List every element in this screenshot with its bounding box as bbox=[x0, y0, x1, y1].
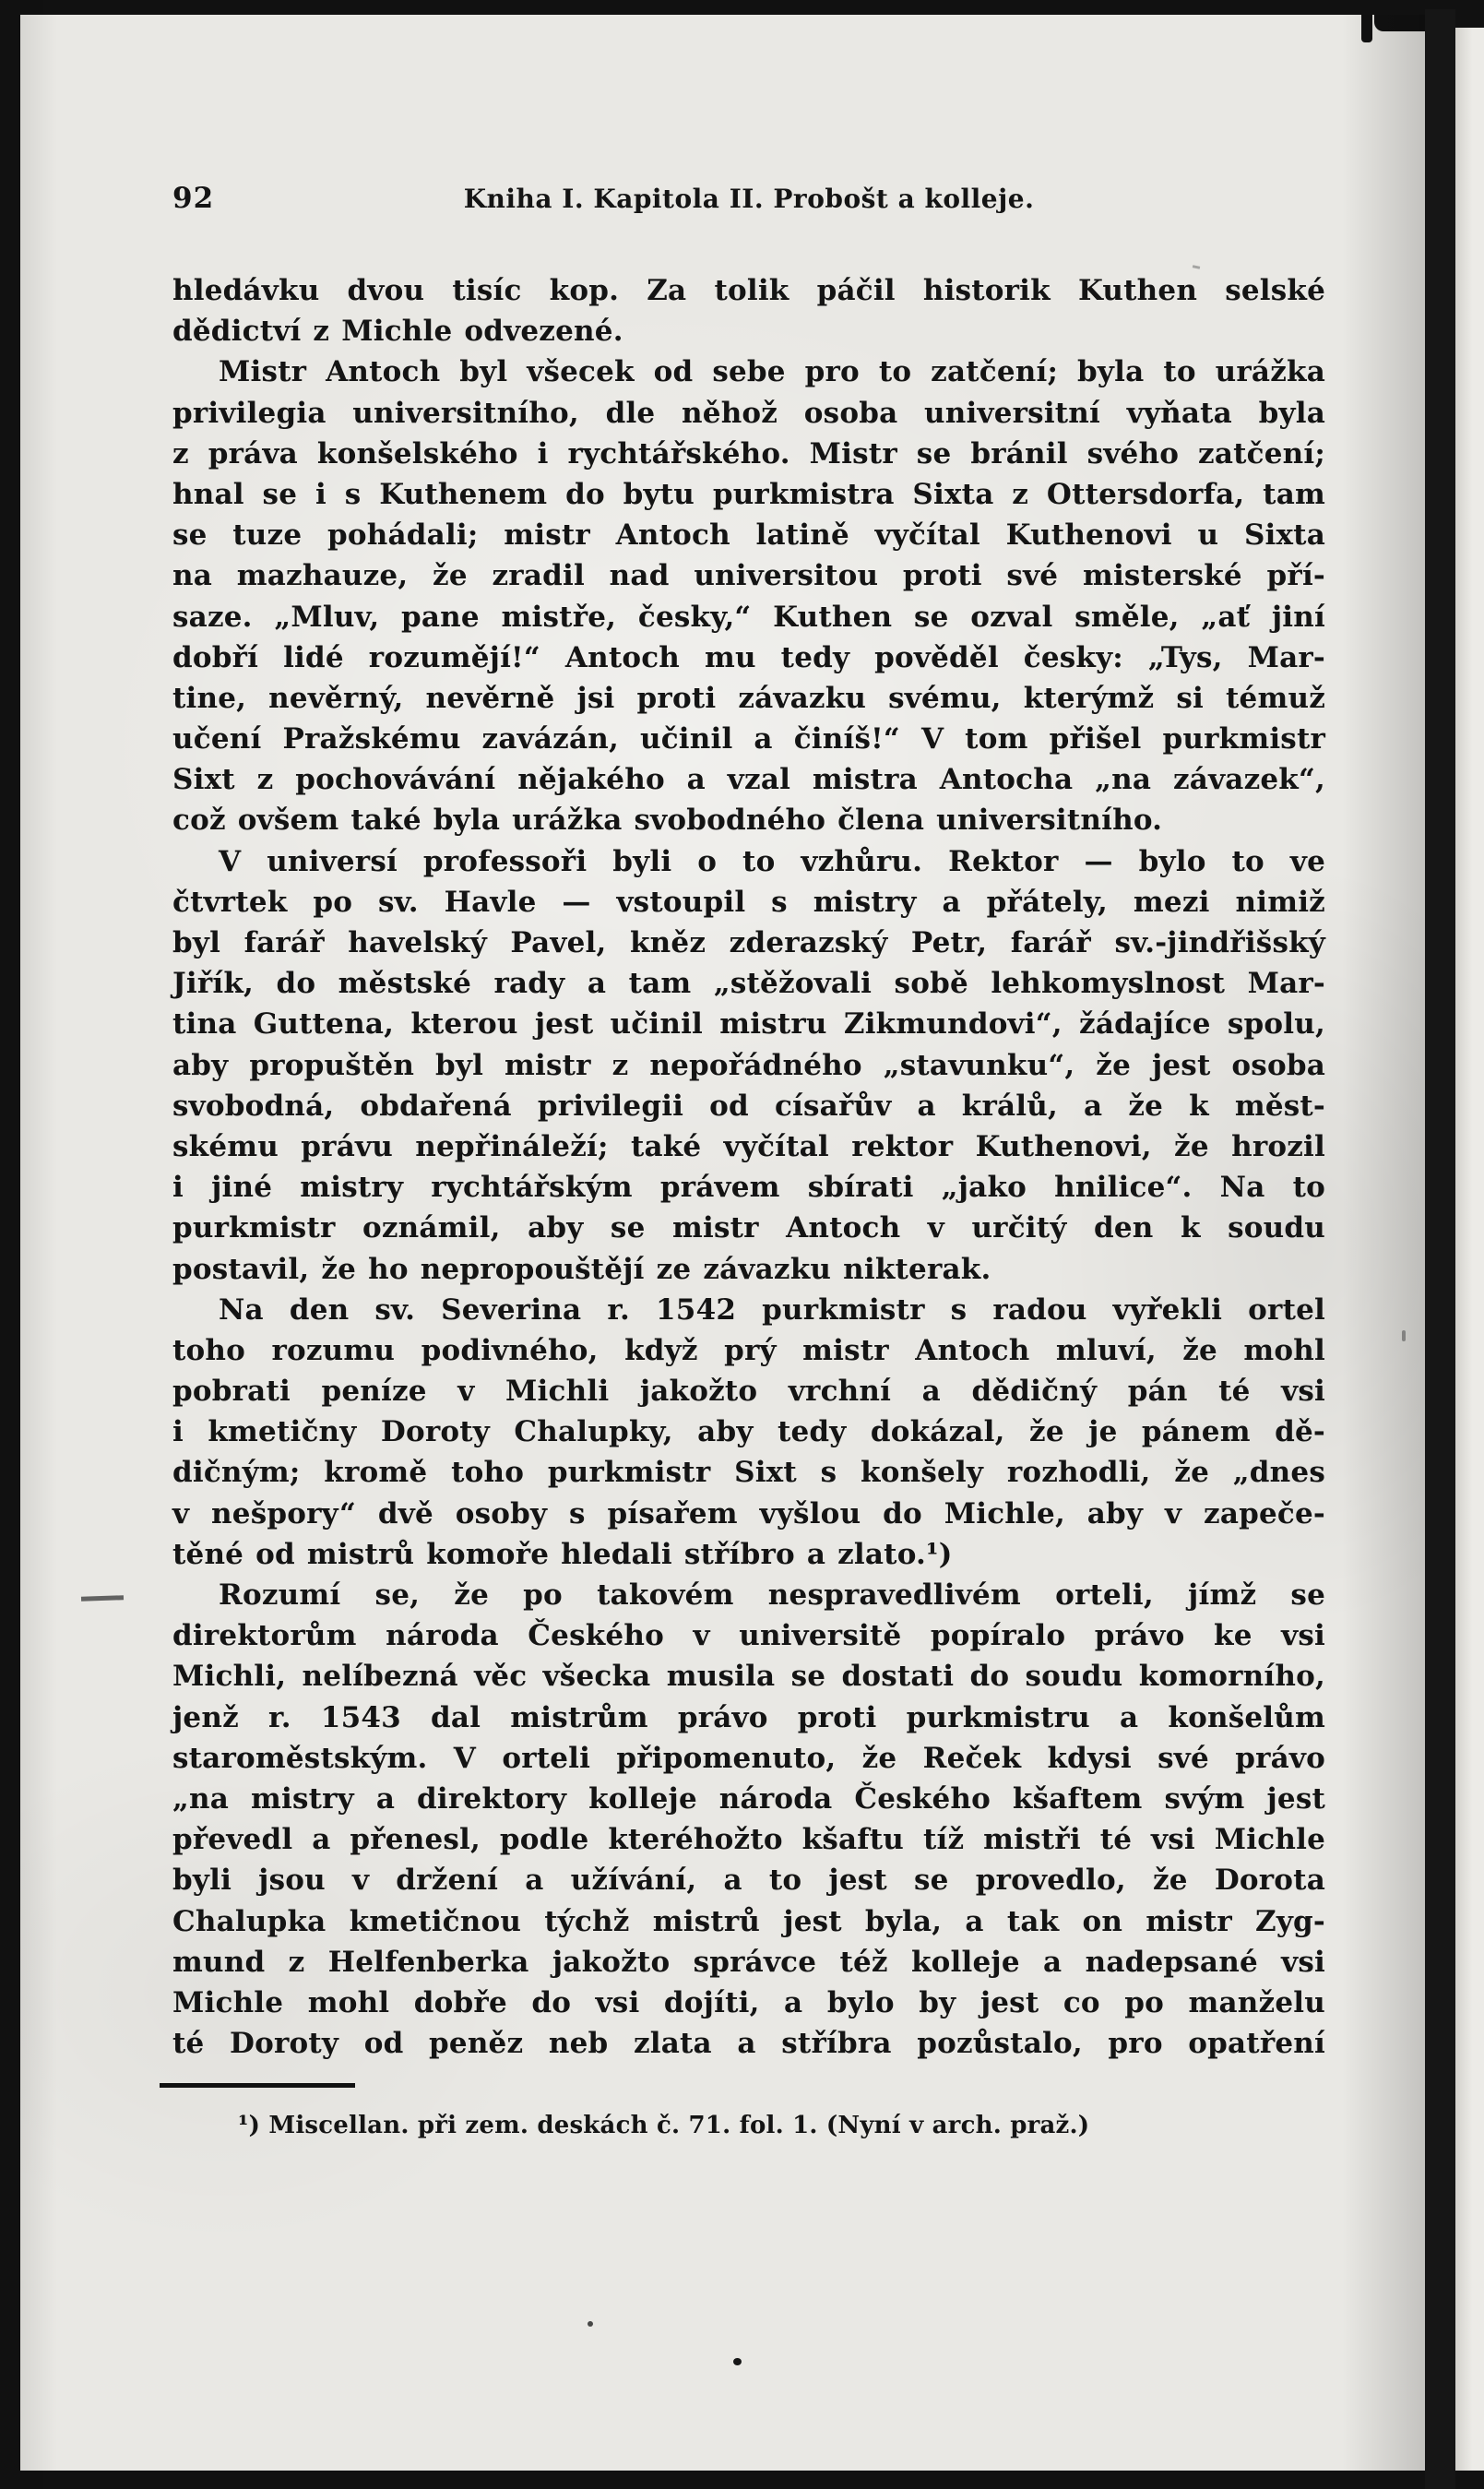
body-line: té Doroty od peněz neb zlata a stříbra pozůstalo, pro opatření bbox=[172, 2027, 1325, 2061]
body-line: byli jsou v držení a užívání, a to jest se provedlo, že Dorota bbox=[172, 1864, 1325, 1898]
body-line: i kmetičny Doroty Chalupky, aby tedy dokázal, že je pánem dě- bbox=[172, 1415, 1325, 1449]
left-edge-shadow bbox=[20, 0, 57, 2489]
body-line: svobodná, obdařená privilegii od císařův a králů, a že k měst- bbox=[172, 1089, 1325, 1123]
body-line: Michli, nelíbezná věc všecka musila se dostati do soudu komorního, bbox=[172, 1660, 1325, 1694]
ink-speck bbox=[588, 2321, 593, 2327]
ink-speck bbox=[733, 2358, 742, 2365]
body-line: učení Pražskému zavázán, učinil a činíš!“ V tom přišel purkmistr bbox=[172, 722, 1325, 756]
ink-speck bbox=[1193, 265, 1200, 269]
body-line: Chalupka kmetičnou týchž mistrů jest byla, a tak on mistr Zyg- bbox=[172, 1904, 1325, 1938]
body-line: privilegia universitního, dle něhož osoba universitní vyňata byla bbox=[172, 396, 1325, 430]
page-edge-shadow bbox=[1342, 15, 1425, 2471]
chapter-header: Kniha I. Kapitola II. Probošt a kolleje. bbox=[463, 184, 1035, 214]
running-head bbox=[172, 182, 1325, 219]
body-line: hnal se i s Kuthenem do bytu purkmistra Sixta z Ottersdorfa, tam bbox=[172, 477, 1325, 511]
footnote-rule bbox=[160, 2083, 355, 2088]
body-line: Sixt z pochovávání nějakého a vzal mistra Antocha „na závazek“, bbox=[172, 763, 1325, 797]
body-line: Jiřík, do městské rady a tam „stěžovali sobě lehkomyslnost Mar- bbox=[172, 967, 1325, 1001]
body-line: Michle mohl dobře do vsi dojíti, a bylo by jest co po manželu bbox=[172, 1985, 1325, 2019]
body-line: V universí professoři byli o to vzhůru. Rektor — bylo to ve bbox=[219, 844, 1325, 878]
body-text bbox=[172, 270, 1325, 2064]
body-line: jenž r. 1543 dal mistrům právo proti purkmistru a konšelům bbox=[172, 1700, 1325, 1734]
page-number: 92 bbox=[172, 182, 215, 215]
body-line: staroměstským. V orteli připomenuto, že Reček kdysi své právo bbox=[172, 1741, 1325, 1775]
body-line: hledávku dvou tisíc kop. Za tolik páčil historik Kuthen selské bbox=[172, 274, 1325, 307]
body-line: pobrati peníze v Michli jakožto vrchní a dědičný pán té vsi bbox=[172, 1375, 1325, 1409]
page-edge-line bbox=[1425, 9, 1455, 2489]
body-line: postavil, že ho nepropouštějí ze závazku nikterak. bbox=[172, 1252, 991, 1286]
body-line: purkmistr oznámil, aby se mistr Antoch v určitý den k soudu bbox=[172, 1211, 1325, 1245]
body-line: Na den sv. Severina r. 1542 purkmistr s radou vyřekli ortel bbox=[219, 1292, 1325, 1327]
body-line: byl farář havelský Pavel, kněz zderazský Petr, farář sv.-jindřišský bbox=[172, 926, 1325, 959]
body-line: „na mistry a direktory kolleje národa Českého kšaftem svým jest bbox=[172, 1781, 1325, 1816]
body-line: dědictví z Michle odvezené. bbox=[172, 315, 623, 349]
body-line: dičným; kromě toho purkmistr Sixt s konšely rozhodli, že „dnes bbox=[172, 1456, 1325, 1490]
body-line: Mistr Antoch byl všecek od sebe pro to zatčení; byla to urážka bbox=[219, 355, 1325, 389]
scan-border-top bbox=[0, 0, 1484, 15]
body-line: z práva konšelského i rychtářského. Mistr se bránil svého zatčení; bbox=[172, 436, 1325, 470]
body-line: tina Guttena, kterou jest učinil mistru Zikmundovi“, žádajíce spolu, bbox=[172, 1007, 1325, 1042]
body-line: direktorům národa Českého v universitě popíralo právo ke vsi bbox=[172, 1619, 1325, 1653]
body-line: převedl a přenesl, podle kteréhožto kšaftu tíž mistři té vsi Michle bbox=[172, 1823, 1325, 1857]
body-line: těné od mistrů komoře hledali stříbro a zlato.¹) bbox=[172, 1537, 953, 1571]
body-line: skému právu nepřináleží; také vyčítal rektor Kuthenovi, že hrozil bbox=[172, 1129, 1325, 1163]
body-line: saze. „Mluv, pane mistře, česky,“ Kuthen se ozval směle, „ať jiní bbox=[172, 600, 1325, 634]
body-line: dobří lidé rozumějí!“ Antoch mu tedy pověděl česky: „Tys, Mar- bbox=[172, 640, 1325, 674]
body-line: čtvrtek po sv. Havle — vstoupil s mistry a přátely, mezi nimiž bbox=[172, 885, 1325, 919]
footnote: ¹) Miscellan. při zem. deskách č. 71. fol. 1. (Nyní v arch. praž.) bbox=[238, 2112, 1090, 2139]
scan-border-left bbox=[0, 0, 20, 2489]
margin-dash-artifact bbox=[81, 1595, 124, 1602]
body-line: se tuze pohádali; mistr Antoch latině vyčítal Kuthenovi u Sixta bbox=[172, 518, 1325, 553]
body-line: aby propuštěn byl mistr z nepořádného „stavunku“, že jest osoba bbox=[172, 1048, 1325, 1082]
body-line: i jiné mistry rychtářským právem sbírati „jako hnilice“. Na to bbox=[172, 1171, 1325, 1205]
scan-border-bottom bbox=[0, 2471, 1484, 2489]
body-line: tine, nevěrný, nevěrně jsi proti závazku svému, kterýmž si témuž bbox=[172, 681, 1325, 715]
adjacent-page-sliver bbox=[1455, 28, 1484, 2471]
body-line: toho rozumu podivného, když prý mistr Antoch mluví, že mohl bbox=[172, 1333, 1325, 1367]
body-line: na mazhauze, že zradil nad universitou proti své misterské pří- bbox=[172, 559, 1325, 593]
body-line: mund z Helfenberka jakožto správce též kolleje a nadepsané vsi bbox=[172, 1945, 1325, 1979]
body-line: v nešpory“ dvě osoby s písařem vyšlou do Michle, aby v zapeče- bbox=[172, 1496, 1325, 1530]
ink-speck bbox=[1402, 1330, 1406, 1341]
body-line: Rozumí se, že po takovém nespravedlivém orteli, jímž se bbox=[219, 1578, 1325, 1612]
body-line: což ovšem také byla urážka svobodného člena universitního. bbox=[172, 804, 1163, 838]
